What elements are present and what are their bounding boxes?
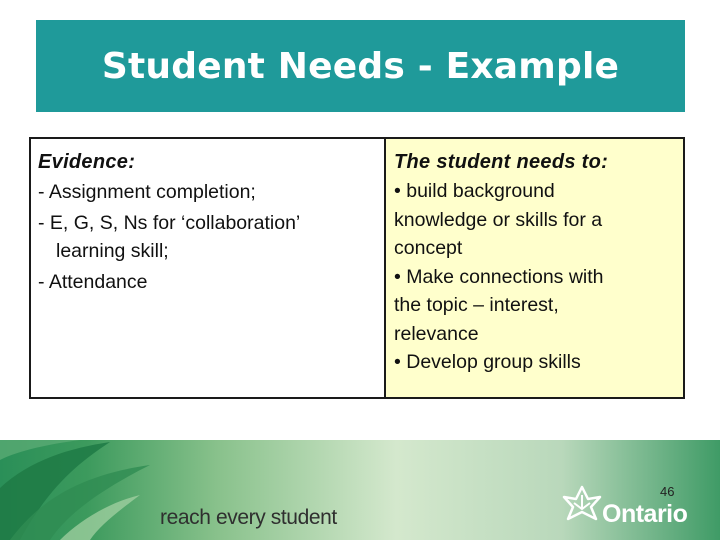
needs-line: • Develop group skills — [394, 351, 581, 373]
ontario-wordmark: Ontario — [602, 500, 688, 528]
needs-line: • Make connections with — [394, 265, 604, 288]
needs-line: knowledge or skills for a — [394, 208, 603, 231]
needs-line: the topic – interest, — [394, 294, 559, 316]
slide-title: Student Needs - Example — [101, 45, 620, 87]
page-number: 46 — [660, 484, 675, 499]
needs-heading: The student needs to: — [394, 151, 609, 173]
evidence-item: - Assignment completion; — [38, 181, 256, 203]
slogan-text: reach every student — [160, 506, 337, 529]
needs-column — [386, 139, 683, 397]
evidence-column — [31, 139, 386, 397]
evidence-item: learning skill; — [56, 240, 169, 262]
trillium-icon — [560, 483, 604, 523]
needs-line: concept — [394, 237, 463, 259]
title-bar — [36, 20, 685, 112]
evidence-item: - E, G, S, Ns for ‘collaboration’ — [38, 212, 301, 234]
needs-line: • build background — [394, 180, 555, 202]
content-table — [29, 137, 685, 399]
needs-line: relevance — [394, 322, 479, 345]
leaf-swoosh-icon — [0, 440, 160, 540]
footer-banner — [0, 440, 720, 540]
evidence-heading: Evidence: — [38, 151, 136, 173]
evidence-item: - Attendance — [38, 271, 148, 293]
